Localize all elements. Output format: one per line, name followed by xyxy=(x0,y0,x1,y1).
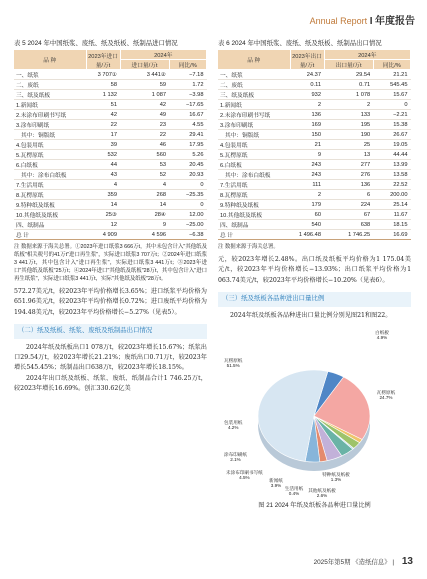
cell-name: 8.瓦楞原纸 xyxy=(14,190,86,200)
cell-2023: 44 xyxy=(86,160,120,170)
table-row xyxy=(14,180,207,190)
table-row xyxy=(218,230,411,240)
cell-2023: 2 xyxy=(290,190,324,200)
table-row xyxy=(14,70,207,80)
header-zh: 年度报告 xyxy=(375,16,415,27)
cell-yoy: 5.26 xyxy=(169,150,206,160)
cell-2023: 532 xyxy=(86,150,120,160)
export-table xyxy=(218,50,411,240)
cell-yoy: 44.44 xyxy=(373,150,410,160)
pie-label: 新闻纸 3.9% xyxy=(269,478,283,489)
figure-caption: 图 21 2024 年纸及纸板各品种进口量比例 xyxy=(258,502,371,510)
table-row xyxy=(14,230,207,240)
table-row xyxy=(14,160,207,170)
cell-yoy: 0 xyxy=(169,200,206,210)
cell-name: 总 计 xyxy=(218,230,290,240)
cell-2023: 243 xyxy=(290,160,324,170)
cell-yoy: 19.05 xyxy=(373,140,410,150)
cell-2023: 179 xyxy=(290,200,324,210)
table5-note: 注 数据来源于海关总署。①2023年进口纸浆3 666万t，其中未包含计入"其他纸及纸板"相关税号的41万t"进口再生浆"，实际进口纸浆3 707万t；②2024年进口纸浆3 441万t，其中包含计入"进口再生浆"，实际进口纸浆3 441万t；③2023年进口"其他纸及纸板"25万t；④2024年进口"其他纸及纸板"28万t，其中包含计入"进口再生纸浆"，实际进口纸浆3 441万t，实际"其他纸及纸板"28万t。 xyxy=(14,244,207,282)
table-row xyxy=(218,150,411,160)
table5-h-name: 品 种 xyxy=(14,50,86,70)
table-row xyxy=(218,160,411,170)
table-row xyxy=(218,70,411,80)
cell-2023: 150 xyxy=(290,130,324,140)
table-row xyxy=(14,90,207,100)
cell-name: 2.未涂布印刷书写纸 xyxy=(218,110,290,120)
pie-figure xyxy=(218,324,411,500)
cell-yoy: −25.35 xyxy=(169,190,206,200)
cell-yoy: −25.00 xyxy=(169,220,206,230)
pie-label: 其他纸及纸板 2.6% xyxy=(308,488,336,499)
cell-yoy: 16.67 xyxy=(169,110,206,120)
pie-label: 涂布印刷纸 2.1% xyxy=(224,452,247,463)
pie-label: 瓦楞原纸 51.5% xyxy=(224,358,243,369)
cell-name: 1.新闻纸 xyxy=(14,100,86,110)
table5-h-yoy: 同比/% xyxy=(169,60,206,70)
table5-h-2024: 2024年 xyxy=(120,50,207,60)
table6-h-2023: 2023年出口量/万t xyxy=(290,50,324,70)
footer-journal: 《造纸信息》 xyxy=(352,559,391,566)
cell-2023: 4 xyxy=(86,180,120,190)
cell-name: 二、废纸 xyxy=(14,80,86,90)
cell-name: 10.其他纸及纸板 xyxy=(14,210,86,220)
table-row xyxy=(14,120,207,130)
cell-2024: 224 xyxy=(324,200,373,210)
cell-2023: 1 496.48 xyxy=(290,230,324,240)
pie-label: 瓦楞原纸 24.7% xyxy=(376,390,396,401)
cell-yoy: 13.99 xyxy=(373,160,410,170)
cell-2023: 359 xyxy=(86,190,120,200)
cell-yoy: 12.00 xyxy=(169,210,206,220)
import-table xyxy=(14,50,207,240)
table5-body xyxy=(14,70,207,240)
cell-2023: 111 xyxy=(290,180,324,190)
cell-2023: 21 xyxy=(290,140,324,150)
cell-name: 8.瓦楞原纸 xyxy=(218,190,290,200)
right-paragraph-1: 元，较2023年增长2.48%。出口纸及纸板平均价格为1 175.04美元/t，较2023年平均价格增长−13.93%；出口纸浆平均价格为1 063.74美元/t，较2023年平均价格增长−10.20%（见表6）。 xyxy=(218,256,411,284)
cell-yoy: −6.38 xyxy=(169,230,206,240)
cell-2024: 46 xyxy=(120,140,169,150)
cell-2023: 0.11 xyxy=(290,80,324,90)
cell-2024: 13 xyxy=(324,150,373,160)
cell-2024: 49 xyxy=(120,110,169,120)
cell-2023: 58 xyxy=(86,80,120,90)
pie-label: 白纸板 4.9% xyxy=(375,330,389,341)
table6-caption: 表 6 2024 年中国纸浆、废纸、纸及纸板、纸制品出口情况 xyxy=(218,40,382,47)
cell-2024: 9 xyxy=(120,220,169,230)
table5-h-qty: 进口量/万t xyxy=(120,60,169,70)
cell-name: 6.白纸板 xyxy=(14,160,86,170)
cell-2024: 29.54 xyxy=(324,70,373,80)
table-row xyxy=(14,210,207,220)
pie-label: 生活用纸 0.4% xyxy=(284,486,304,497)
cell-yoy: 0 xyxy=(373,100,410,110)
table-row xyxy=(14,100,207,110)
cell-2024: 23 xyxy=(120,120,169,130)
table6-note: 注 数据来源于海关总署。 xyxy=(218,244,279,250)
cell-2024: 4 596 xyxy=(120,230,169,240)
left-body xyxy=(14,287,207,395)
cell-yoy: 15.38 xyxy=(373,120,410,130)
cell-name: 5.瓦楞原纸 xyxy=(14,150,86,160)
footer-sep: | xyxy=(392,559,395,566)
table6-h-yoy: 同比/% xyxy=(373,60,410,70)
cell-name: 9.特种纸及纸板 xyxy=(218,200,290,210)
cell-2024: 268 xyxy=(120,190,169,200)
cell-2023: 136 xyxy=(290,110,324,120)
table-row xyxy=(14,130,207,140)
header-sep: I xyxy=(369,16,373,27)
cell-2023: 3 707① xyxy=(86,70,120,80)
cell-2024: 14 xyxy=(120,200,169,210)
cell-2024: 6 xyxy=(324,190,373,200)
cell-2023: 9 xyxy=(290,150,324,160)
cell-2024: 190 xyxy=(324,130,373,140)
cell-2024: 4 xyxy=(120,180,169,190)
cell-yoy: 20.93 xyxy=(169,170,206,180)
cell-2024: 277 xyxy=(324,160,373,170)
cell-2024: 67 xyxy=(324,210,373,220)
cell-2024: 1 078 xyxy=(324,90,373,100)
table-row xyxy=(14,150,207,160)
cell-2024: 638 xyxy=(324,220,373,230)
table6-h-2024: 2024年 xyxy=(324,50,411,60)
header-title xyxy=(310,12,415,27)
cell-2023: 25③ xyxy=(86,210,120,220)
section-heading-export: （二）纸及纸板、纸浆、废纸及纸制品出口情况 xyxy=(14,324,207,338)
pie-label: 未涂布印刷书写纸 4.5% xyxy=(226,470,263,481)
cell-name: 三、纸及纸板 xyxy=(218,90,290,100)
cell-yoy: −7.18 xyxy=(169,70,206,80)
cell-name: 3.涂布印刷纸 xyxy=(14,120,86,130)
cell-2024: 560 xyxy=(120,150,169,160)
cell-2023: 60 xyxy=(290,210,324,220)
table-row xyxy=(218,120,411,130)
right-body xyxy=(218,255,411,321)
page-header xyxy=(0,0,427,36)
table5-caption: 表 5 2024 年中国纸浆、废纸、纸及纸板、纸制品进口情况 xyxy=(14,40,178,47)
cell-name: 7.生活用纸 xyxy=(14,180,86,190)
table-row xyxy=(218,80,411,90)
cell-2023: 2 xyxy=(290,100,324,110)
cell-yoy: 545.45 xyxy=(373,80,410,90)
cell-yoy: 21.21 xyxy=(373,70,410,80)
cell-yoy: 200.00 xyxy=(373,190,410,200)
cell-yoy: 26.67 xyxy=(373,130,410,140)
left-column xyxy=(14,38,207,395)
table-row xyxy=(218,210,411,220)
cell-2024: 25 xyxy=(324,140,373,150)
cell-name: 其中：涂布白纸板 xyxy=(218,170,290,180)
left-paragraph-2: 2024年纸及纸板出口1 078万t，较2023年增长15.67%；纸浆出口29.54万t，较2023年增长21.21%；废纸出口0.71万t，较2023年增长545.45%；纸制品出口638万t，较2023年增长18.15%。 xyxy=(14,343,207,372)
table-row xyxy=(218,100,411,110)
cell-name: 总 计 xyxy=(14,230,86,240)
cell-name: 3.涂布印刷纸 xyxy=(218,120,290,130)
pie-label: 特种纸及纸板 1.3% xyxy=(322,472,350,483)
table-row xyxy=(14,190,207,200)
table-row xyxy=(218,190,411,200)
cell-2023: 243 xyxy=(290,170,324,180)
cell-yoy: 0 xyxy=(169,180,206,190)
cell-name: 一、纸浆 xyxy=(218,70,290,80)
cell-2023: 540 xyxy=(290,220,324,230)
cell-2023: 51 xyxy=(86,100,120,110)
table5-h-2023: 2023年进口量/万t xyxy=(86,50,120,70)
cell-yoy: 25.14 xyxy=(373,200,410,210)
table-row xyxy=(218,180,411,190)
cell-2023: 1 132 xyxy=(86,90,120,100)
table6-h-name: 品 种 xyxy=(218,50,290,70)
table-row xyxy=(14,220,207,230)
cell-2024: 52 xyxy=(120,170,169,180)
cell-yoy: −3.98 xyxy=(169,90,206,100)
table-row xyxy=(14,170,207,180)
cell-name: 10.其他纸及纸板 xyxy=(218,210,290,220)
table-row xyxy=(218,130,411,140)
cell-2024: 3 441② xyxy=(120,70,169,80)
cell-yoy: 20.45 xyxy=(169,160,206,170)
cell-2024: 1 746.25 xyxy=(324,230,373,240)
cell-name: 其中：铜版纸 xyxy=(218,130,290,140)
cell-name: 5.瓦楞原纸 xyxy=(218,150,290,160)
cell-2024: 59 xyxy=(120,80,169,90)
cell-2023: 169 xyxy=(290,120,324,130)
cell-yoy: 29.41 xyxy=(169,130,206,140)
table-row xyxy=(218,110,411,120)
cell-2024: 276 xyxy=(324,170,373,180)
cell-yoy: 15.67 xyxy=(373,90,410,100)
table-row xyxy=(14,200,207,210)
cell-2024: 42 xyxy=(120,100,169,110)
cell-2024: 195 xyxy=(324,120,373,130)
cell-yoy: 22.52 xyxy=(373,180,410,190)
cell-name: 6.白纸板 xyxy=(218,160,290,170)
cell-name: 2.未涂布印刷书写纸 xyxy=(14,110,86,120)
cell-yoy: 17.95 xyxy=(169,140,206,150)
right-column xyxy=(218,38,411,509)
pie-label: 包装用纸 4.2% xyxy=(224,420,243,431)
table-row xyxy=(14,80,207,90)
cell-2024: 28④ xyxy=(120,210,169,220)
cell-yoy: −2.21 xyxy=(373,110,410,120)
cell-name: 一、纸浆 xyxy=(14,70,86,80)
cell-2024: 22 xyxy=(120,130,169,140)
cell-2024: 1 087 xyxy=(120,90,169,100)
cell-name: 其中：涂布白纸板 xyxy=(14,170,86,180)
cell-2024: 2 xyxy=(324,100,373,110)
cell-name: 4.包装用纸 xyxy=(14,140,86,150)
cell-yoy: 11.67 xyxy=(373,210,410,220)
table6-h-qty: 出口量/万t xyxy=(324,60,373,70)
table-row xyxy=(218,200,411,210)
cell-2023: 39 xyxy=(86,140,120,150)
cell-2023: 24.37 xyxy=(290,70,324,80)
table-row xyxy=(14,140,207,150)
cell-yoy: 13.58 xyxy=(373,170,410,180)
cell-2023: 22 xyxy=(86,120,120,130)
cell-name: 四、纸制品 xyxy=(218,220,290,230)
cell-name: 四、纸制品 xyxy=(14,220,86,230)
cell-2023: 42 xyxy=(86,110,120,120)
section-heading-ratio: （三）纸及纸板各品种进出口量比例 xyxy=(218,292,411,306)
header-eng: Annual Report xyxy=(309,16,368,26)
page-footer xyxy=(314,556,413,567)
cell-name: 1.新闻纸 xyxy=(218,100,290,110)
cell-name: 二、废纸 xyxy=(218,80,290,90)
cell-yoy: −17.65 xyxy=(169,100,206,110)
cell-2023: 43 xyxy=(86,170,120,180)
table-row xyxy=(218,90,411,100)
cell-2024: 0.71 xyxy=(324,80,373,90)
cell-name: 9.特种纸及纸板 xyxy=(14,200,86,210)
cell-2023: 12 xyxy=(86,220,120,230)
cell-yoy: 18.15 xyxy=(373,220,410,230)
cell-2024: 133 xyxy=(324,110,373,120)
page-number: 13 xyxy=(401,556,413,567)
table6-body xyxy=(218,70,411,240)
cell-2023: 17 xyxy=(86,130,120,140)
cell-yoy: 1.72 xyxy=(169,80,206,90)
table-row xyxy=(218,220,411,230)
cell-2023: 4 909 xyxy=(86,230,120,240)
table-row xyxy=(14,110,207,120)
cell-2024: 53 xyxy=(120,160,169,170)
cell-name: 7.生活用纸 xyxy=(218,180,290,190)
table-row xyxy=(218,140,411,150)
left-paragraph-3: 2024年出口纸及纸板、纸浆、废纸、纸制品合计1 746.25万t，较2023年增长16.69%。创汇330.62亿美 xyxy=(14,374,207,393)
right-paragraph-2: 2024年纸及纸板各品种进出口量比例分别见图21和图22。 xyxy=(230,311,392,319)
footer-issue: 2025年第5期 xyxy=(313,559,351,566)
cell-2024: 136 xyxy=(324,180,373,190)
left-paragraph-1: 572.27美元/t，较2023年平均价格增长3.65%；进口纸浆平均价格为651.96美元/t，较2023年平均价格增长0.72%；进口废纸平均价格为194.48美元/t，较2023年平均价格增长−5.27%（见表5）。 xyxy=(14,288,207,316)
cell-name: 三、纸及纸板 xyxy=(14,90,86,100)
cell-name: 其中：铜版纸 xyxy=(14,130,86,140)
table-row xyxy=(218,170,411,180)
cell-yoy: 4.55 xyxy=(169,120,206,130)
cell-2023: 932 xyxy=(290,90,324,100)
cell-name: 4.包装用纸 xyxy=(218,140,290,150)
cell-yoy: 16.69 xyxy=(373,230,410,240)
cell-2023: 14 xyxy=(86,200,120,210)
